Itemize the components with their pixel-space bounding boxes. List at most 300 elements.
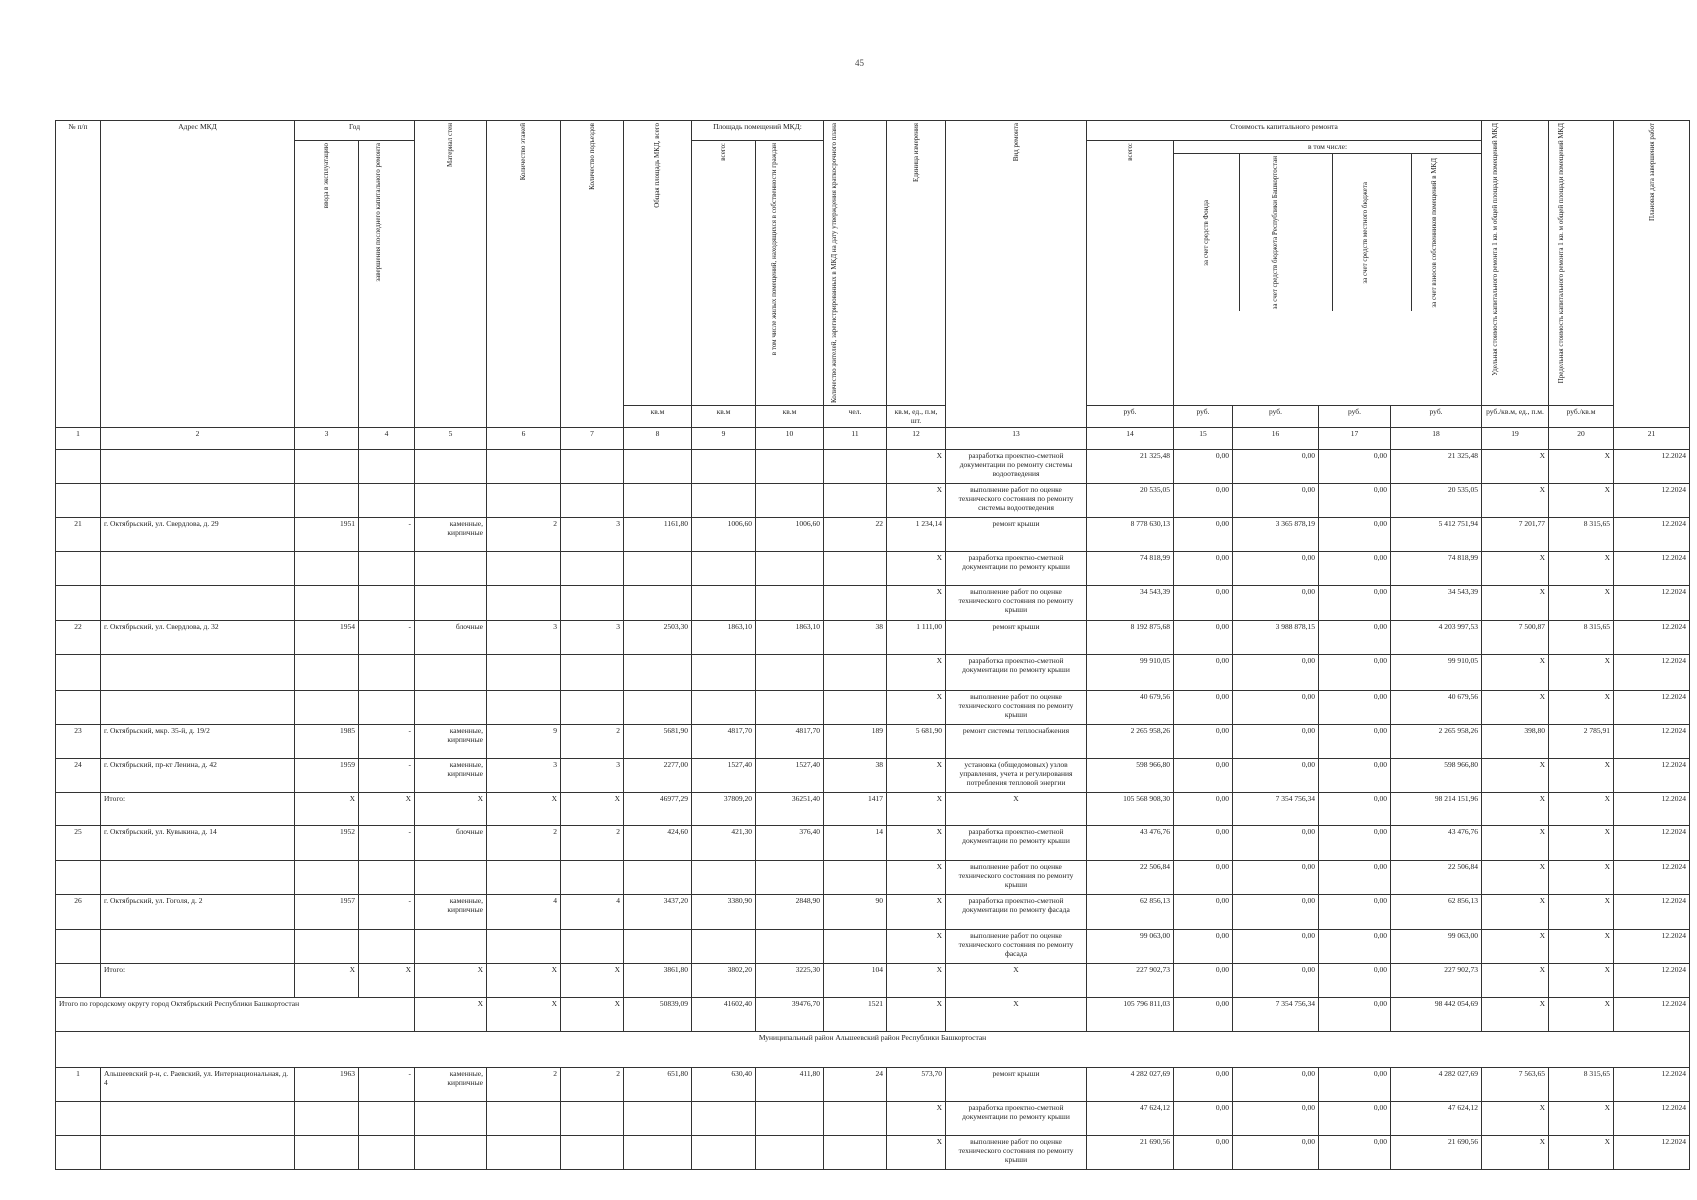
plan-date-cell: 12.2024 bbox=[1614, 964, 1690, 998]
okrug-premises-total-cell: 41602,40 bbox=[692, 998, 756, 1032]
column-number-cell: 20 bbox=[1549, 428, 1614, 450]
total-area-cell: 5681,90 bbox=[624, 725, 692, 759]
address-cell bbox=[101, 861, 295, 895]
plan-date-cell: 12.2024 bbox=[1614, 518, 1690, 552]
premises-total-cell: 630,40 bbox=[692, 1068, 756, 1102]
okrug-plan-date-cell: 12.2024 bbox=[1614, 998, 1690, 1032]
unit-quantity-cell: X bbox=[887, 1136, 946, 1170]
header-premises-total: всего: bbox=[692, 141, 756, 406]
work-type-cell: разработка проектно-сметной документации по ремонту крыши bbox=[946, 552, 1087, 586]
cost-fund-cell: 0,00 bbox=[1174, 655, 1233, 691]
entrances-cell bbox=[561, 1102, 624, 1136]
limit-cost-cell: X bbox=[1549, 586, 1614, 621]
okrug-cost-owners-cell: 98 442 054,69 bbox=[1391, 998, 1482, 1032]
unit-cost-cell: X bbox=[1482, 1102, 1549, 1136]
unit-cost-cell: X bbox=[1482, 895, 1549, 930]
entrances-cell bbox=[561, 586, 624, 621]
header-year: Год bbox=[295, 121, 415, 141]
unit-total-area: кв.м bbox=[624, 406, 692, 428]
residents-cell: 104 bbox=[824, 964, 887, 998]
premises-total-cell bbox=[692, 552, 756, 586]
cost-total-cell: 8 192 875,68 bbox=[1087, 621, 1174, 655]
unit-cost-fund: руб. bbox=[1174, 406, 1233, 428]
cost-fund-cell: 0,00 bbox=[1174, 793, 1233, 826]
year-last-repair-cell: - bbox=[359, 895, 415, 930]
unit-measure: кв.м, ед., п.м, шт. bbox=[887, 406, 946, 428]
row-number-cell: 22 bbox=[56, 621, 101, 655]
total-area-cell bbox=[624, 586, 692, 621]
limit-cost-cell: X bbox=[1549, 1102, 1614, 1136]
premises-total-cell bbox=[692, 450, 756, 484]
row-number-cell bbox=[56, 655, 101, 691]
work-type-cell: X bbox=[946, 793, 1087, 826]
year-last-repair-cell: - bbox=[359, 826, 415, 861]
cost-total-cell: 8 778 630,13 bbox=[1087, 518, 1174, 552]
entrances-cell bbox=[561, 484, 624, 518]
work-type-cell: X bbox=[946, 964, 1087, 998]
premises-total-cell bbox=[692, 861, 756, 895]
year-commission-cell bbox=[295, 450, 359, 484]
floors-cell bbox=[487, 1136, 561, 1170]
cost-rb-cell: 0,00 bbox=[1233, 725, 1319, 759]
entrances-cell bbox=[561, 552, 624, 586]
entrances-cell bbox=[561, 691, 624, 725]
cost-local-cell: 0,00 bbox=[1319, 861, 1391, 895]
limit-cost-cell: X bbox=[1549, 793, 1614, 826]
row-number-cell: 23 bbox=[56, 725, 101, 759]
limit-cost-cell: X bbox=[1549, 895, 1614, 930]
column-number-cell: 19 bbox=[1482, 428, 1549, 450]
cost-owners-cell: 227 902,73 bbox=[1391, 964, 1482, 998]
table-row bbox=[56, 861, 1690, 895]
wall-material-cell: X bbox=[415, 964, 487, 998]
premises-total-cell: 1527,40 bbox=[692, 759, 756, 793]
cost-local-cell: 0,00 bbox=[1319, 793, 1391, 826]
work-type-cell: разработка проектно-сметной документации по ремонту крыши bbox=[946, 1102, 1087, 1136]
unit-cost-cell: X bbox=[1482, 450, 1549, 484]
year-commission-cell bbox=[295, 655, 359, 691]
address-cell: г. Октябрьский, ул. Свердлова, д. 29 bbox=[101, 518, 295, 552]
floors-cell: 2 bbox=[487, 1068, 561, 1102]
unit-cost-cell: X bbox=[1482, 691, 1549, 725]
unit-cost-rb: руб. bbox=[1233, 406, 1319, 428]
cost-owners-cell: 22 506,84 bbox=[1391, 861, 1482, 895]
cost-total-cell: 105 568 908,30 bbox=[1087, 793, 1174, 826]
limit-cost-cell: X bbox=[1549, 552, 1614, 586]
year-last-repair-cell bbox=[359, 484, 415, 518]
cost-total-cell: 62 856,13 bbox=[1087, 895, 1174, 930]
total-area-cell bbox=[624, 1102, 692, 1136]
cost-local-cell: 0,00 bbox=[1319, 725, 1391, 759]
plan-date-cell: 12.2024 bbox=[1614, 484, 1690, 518]
wall-material-cell: каменные, кирпичные bbox=[415, 518, 487, 552]
capital-repair-table bbox=[55, 120, 1690, 1170]
unit-quantity-cell: 1 111,00 bbox=[887, 621, 946, 655]
unit-unit-cost: руб./кв.м, ед., п.м. bbox=[1482, 406, 1549, 428]
premises-total-cell: 37809,20 bbox=[692, 793, 756, 826]
cost-total-cell: 227 902,73 bbox=[1087, 964, 1174, 998]
okrug-cost-fund-cell: 0,00 bbox=[1174, 998, 1233, 1032]
column-number-cell: 21 bbox=[1614, 428, 1690, 450]
address-cell: г. Октябрьский, пр-кт Ленина, д. 42 bbox=[101, 759, 295, 793]
table-row bbox=[56, 552, 1690, 586]
cost-rb-cell: 0,00 bbox=[1233, 1068, 1319, 1102]
okrug-residents-cell: 1521 bbox=[824, 998, 887, 1032]
column-number-cell: 15 bbox=[1174, 428, 1233, 450]
cost-rb-cell: 7 354 756,34 bbox=[1233, 793, 1319, 826]
year-commission-cell: X bbox=[295, 793, 359, 826]
cost-rb-cell: 0,00 bbox=[1233, 691, 1319, 725]
premises-total-cell bbox=[692, 691, 756, 725]
cost-rb-cell: 3 988 878,15 bbox=[1233, 621, 1319, 655]
entrances-cell: 3 bbox=[561, 621, 624, 655]
residents-cell bbox=[824, 484, 887, 518]
cost-rb-cell: 0,00 bbox=[1233, 826, 1319, 861]
premises-residents-cell: 1006,60 bbox=[756, 518, 824, 552]
premises-residents-cell: 36251,40 bbox=[756, 793, 824, 826]
plan-date-cell: 12.2024 bbox=[1614, 655, 1690, 691]
residents-cell: 24 bbox=[824, 1068, 887, 1102]
total-area-cell bbox=[624, 1136, 692, 1170]
wall-material-cell bbox=[415, 450, 487, 484]
cost-local-cell: 0,00 bbox=[1319, 691, 1391, 725]
cost-local-cell: 0,00 bbox=[1319, 826, 1391, 861]
header-limit-cost: Предельная стоимость капитального ремонта 1 кв. м общей площади помещений МКД bbox=[1549, 121, 1614, 406]
address-cell: Итого: bbox=[101, 964, 295, 998]
header-year-last-repair: завершения последнего капитального ремонта bbox=[359, 141, 415, 428]
unit-cost-cell: X bbox=[1482, 552, 1549, 586]
floors-cell bbox=[487, 1102, 561, 1136]
plan-date-cell: 12.2024 bbox=[1614, 826, 1690, 861]
header-cost: Стоимость капитального ремонта bbox=[1087, 121, 1482, 141]
table-row bbox=[56, 518, 1690, 552]
floors-cell: 4 bbox=[487, 895, 561, 930]
column-number-cell: 10 bbox=[756, 428, 824, 450]
year-last-repair-cell: - bbox=[359, 621, 415, 655]
year-commission-cell: 1985 bbox=[295, 725, 359, 759]
unit-cost-cell: X bbox=[1482, 930, 1549, 964]
cost-owners-cell: 598 966,80 bbox=[1391, 759, 1482, 793]
limit-cost-cell: X bbox=[1549, 930, 1614, 964]
unit-limit-cost: руб./кв.м bbox=[1549, 406, 1614, 428]
cost-local-cell: 0,00 bbox=[1319, 1136, 1391, 1170]
section-title: Муниципальный район Альшеевский район Республики Башкортостан bbox=[56, 1032, 1690, 1068]
header-residents: Количество жителей, зарегистрированных в МКД на дату утверждения краткосрочного плана bbox=[824, 121, 887, 406]
premises-residents-cell bbox=[756, 484, 824, 518]
residents-cell bbox=[824, 586, 887, 621]
wall-material-cell: блочные bbox=[415, 621, 487, 655]
column-numbers-row bbox=[56, 428, 1690, 450]
wall-material-cell bbox=[415, 861, 487, 895]
cost-fund-cell: 0,00 bbox=[1174, 725, 1233, 759]
premises-residents-cell bbox=[756, 552, 824, 586]
cost-fund-cell: 0,00 bbox=[1174, 621, 1233, 655]
address-cell: г. Октябрьский, ул. Свердлова, д. 32 bbox=[101, 621, 295, 655]
header-cost-total: всего: bbox=[1087, 141, 1174, 406]
header-unit-cost: Удельная стоимость капитального ремонта 1 кв. м общей площади помещений МКД bbox=[1482, 121, 1549, 406]
cost-total-cell: 99 063,00 bbox=[1087, 930, 1174, 964]
cost-fund-cell: 0,00 bbox=[1174, 930, 1233, 964]
premises-residents-cell: 3225,30 bbox=[756, 964, 824, 998]
unit-quantity-cell: X bbox=[887, 793, 946, 826]
floors-cell bbox=[487, 930, 561, 964]
residents-cell bbox=[824, 1102, 887, 1136]
floors-cell: 2 bbox=[487, 518, 561, 552]
total-area-cell: 3437,20 bbox=[624, 895, 692, 930]
unit-cost-cell: X bbox=[1482, 759, 1549, 793]
floors-cell bbox=[487, 484, 561, 518]
cost-owners-cell: 21 325,48 bbox=[1391, 450, 1482, 484]
year-last-repair-cell: - bbox=[359, 518, 415, 552]
cost-owners-cell: 74 818,99 bbox=[1391, 552, 1482, 586]
limit-cost-cell: X bbox=[1549, 861, 1614, 895]
premises-total-cell bbox=[692, 655, 756, 691]
header-including-group bbox=[1174, 141, 1482, 406]
cost-fund-cell: 0,00 bbox=[1174, 450, 1233, 484]
year-commission-cell: 1951 bbox=[295, 518, 359, 552]
unit-quantity-cell: X bbox=[887, 655, 946, 691]
cost-local-cell: 0,00 bbox=[1319, 895, 1391, 930]
unit-quantity-cell: X bbox=[887, 826, 946, 861]
floors-cell: 9 bbox=[487, 725, 561, 759]
total-area-cell: 651,80 bbox=[624, 1068, 692, 1102]
residents-cell: 38 bbox=[824, 621, 887, 655]
residents-cell bbox=[824, 552, 887, 586]
premises-residents-cell: 1863,10 bbox=[756, 621, 824, 655]
plan-date-cell: 12.2024 bbox=[1614, 1102, 1690, 1136]
table-row bbox=[56, 586, 1690, 621]
total-area-cell bbox=[624, 861, 692, 895]
cost-rb-cell: 0,00 bbox=[1233, 1136, 1319, 1170]
year-last-repair-cell: - bbox=[359, 759, 415, 793]
limit-cost-cell: X bbox=[1549, 759, 1614, 793]
header-entrances: Количество подъездов bbox=[561, 121, 624, 428]
work-type-cell: выполнение работ по оценке технического состояния по ремонту крыши bbox=[946, 586, 1087, 621]
cost-fund-cell: 0,00 bbox=[1174, 895, 1233, 930]
cost-owners-cell: 43 476,76 bbox=[1391, 826, 1482, 861]
year-last-repair-cell: - bbox=[359, 1068, 415, 1102]
unit-cost-cell: X bbox=[1482, 964, 1549, 998]
year-commission-cell bbox=[295, 552, 359, 586]
entrances-cell bbox=[561, 655, 624, 691]
wall-material-cell bbox=[415, 586, 487, 621]
limit-cost-cell: X bbox=[1549, 691, 1614, 725]
premises-total-cell: 421,30 bbox=[692, 826, 756, 861]
row-number-cell bbox=[56, 552, 101, 586]
address-cell bbox=[101, 484, 295, 518]
okrug-total-area-cell: 50839,09 bbox=[624, 998, 692, 1032]
unit-cost-cell: 7 201,77 bbox=[1482, 518, 1549, 552]
plan-date-cell: 12.2024 bbox=[1614, 450, 1690, 484]
premises-total-cell bbox=[692, 930, 756, 964]
unit-quantity-cell: 5 681,90 bbox=[887, 725, 946, 759]
year-last-repair-cell bbox=[359, 552, 415, 586]
unit-quantity-cell: 573,70 bbox=[887, 1068, 946, 1102]
unit-residents: чел. bbox=[824, 406, 887, 428]
residents-cell bbox=[824, 655, 887, 691]
row-number-cell bbox=[56, 964, 101, 998]
address-cell: Альшеевский р-н, с. Раевский, ул. Интернациональная, д. 4 bbox=[101, 1068, 295, 1102]
unit-cost-cell: X bbox=[1482, 655, 1549, 691]
column-number-cell: 18 bbox=[1391, 428, 1482, 450]
cost-total-cell: 99 910,05 bbox=[1087, 655, 1174, 691]
address-cell bbox=[101, 930, 295, 964]
premises-residents-cell: 1527,40 bbox=[756, 759, 824, 793]
okrug-cost-total-cell: 105 796 811,03 bbox=[1087, 998, 1174, 1032]
unit-cost-local: руб. bbox=[1319, 406, 1391, 428]
year-last-repair-cell bbox=[359, 1102, 415, 1136]
cost-fund-cell: 0,00 bbox=[1174, 1068, 1233, 1102]
year-commission-cell: 1959 bbox=[295, 759, 359, 793]
residents-cell: 90 bbox=[824, 895, 887, 930]
cost-total-cell: 2 265 958,26 bbox=[1087, 725, 1174, 759]
residents-cell: 22 bbox=[824, 518, 887, 552]
cost-fund-cell: 0,00 bbox=[1174, 759, 1233, 793]
cost-rb-cell: 0,00 bbox=[1233, 895, 1319, 930]
cost-total-cell: 598 966,80 bbox=[1087, 759, 1174, 793]
cost-fund-cell: 0,00 bbox=[1174, 964, 1233, 998]
cost-fund-cell: 0,00 bbox=[1174, 1102, 1233, 1136]
cost-owners-cell: 4 203 997,53 bbox=[1391, 621, 1482, 655]
table-row bbox=[56, 450, 1690, 484]
floors-cell: X bbox=[487, 793, 561, 826]
floors-cell bbox=[487, 691, 561, 725]
wall-material-cell bbox=[415, 552, 487, 586]
premises-residents-cell bbox=[756, 586, 824, 621]
column-number-cell: 1 bbox=[56, 428, 101, 450]
entrances-cell: 4 bbox=[561, 895, 624, 930]
header-premises-area: Площадь помещений МКД: bbox=[692, 121, 824, 141]
entrances-cell: 3 bbox=[561, 518, 624, 552]
premises-residents-cell bbox=[756, 930, 824, 964]
column-number-cell: 2 bbox=[101, 428, 295, 450]
cost-local-cell: 0,00 bbox=[1319, 964, 1391, 998]
cost-rb-cell: 3 365 878,19 bbox=[1233, 518, 1319, 552]
okrug-floors-cell: X bbox=[487, 998, 561, 1032]
floors-cell bbox=[487, 655, 561, 691]
okrug-unit-cost-cell: X bbox=[1482, 998, 1549, 1032]
row-number-cell: 25 bbox=[56, 826, 101, 861]
floors-cell: 3 bbox=[487, 621, 561, 655]
unit-cost-cell: 7 563,65 bbox=[1482, 1068, 1549, 1102]
premises-total-cell: 3802,20 bbox=[692, 964, 756, 998]
header-cost-local: за счет средств местного бюджета bbox=[1333, 154, 1412, 311]
address-cell: г. Октябрьский, мкр. 35-й, д. 19/2 bbox=[101, 725, 295, 759]
address-cell bbox=[101, 552, 295, 586]
cost-total-cell: 43 476,76 bbox=[1087, 826, 1174, 861]
entrances-cell bbox=[561, 861, 624, 895]
address-cell bbox=[101, 1136, 295, 1170]
cost-owners-cell: 20 535,05 bbox=[1391, 484, 1482, 518]
plan-date-cell: 12.2024 bbox=[1614, 895, 1690, 930]
cost-total-cell: 20 535,05 bbox=[1087, 484, 1174, 518]
unit-quantity-cell: X bbox=[887, 930, 946, 964]
entrances-cell: X bbox=[561, 793, 624, 826]
premises-residents-cell: 376,40 bbox=[756, 826, 824, 861]
header-cost-rb: за счет средств бюджета Республики Башкортостан bbox=[1240, 154, 1333, 311]
cost-total-cell: 21 690,56 bbox=[1087, 1136, 1174, 1170]
unit-cost-cell: X bbox=[1482, 826, 1549, 861]
table-row bbox=[56, 759, 1690, 793]
work-type-cell: ремонт крыши bbox=[946, 621, 1087, 655]
cost-total-cell: 74 818,99 bbox=[1087, 552, 1174, 586]
table-row bbox=[56, 621, 1690, 655]
section-title-row bbox=[56, 1032, 1690, 1068]
cost-fund-cell: 0,00 bbox=[1174, 826, 1233, 861]
wall-material-cell bbox=[415, 1102, 487, 1136]
row-number-cell: 21 bbox=[56, 518, 101, 552]
wall-material-cell: каменные, кирпичные bbox=[415, 1068, 487, 1102]
cost-local-cell: 0,00 bbox=[1319, 655, 1391, 691]
floors-cell: X bbox=[487, 964, 561, 998]
work-type-cell: выполнение работ по оценке технического состояния по ремонту крыши bbox=[946, 861, 1087, 895]
column-number-cell: 17 bbox=[1319, 428, 1391, 450]
row-number-cell bbox=[56, 586, 101, 621]
cost-rb-cell: 0,00 bbox=[1233, 655, 1319, 691]
address-cell bbox=[101, 450, 295, 484]
floors-cell: 3 bbox=[487, 759, 561, 793]
row-number-cell bbox=[56, 861, 101, 895]
cost-fund-cell: 0,00 bbox=[1174, 1136, 1233, 1170]
work-type-cell: выполнение работ по оценке технического состояния по ремонту крыши bbox=[946, 691, 1087, 725]
cost-total-cell: 4 282 027,69 bbox=[1087, 1068, 1174, 1102]
entrances-cell: 3 bbox=[561, 759, 624, 793]
premises-total-cell: 4817,70 bbox=[692, 725, 756, 759]
row-number-cell bbox=[56, 691, 101, 725]
work-type-cell: разработка проектно-сметной документации по ремонту крыши bbox=[946, 826, 1087, 861]
column-number-cell: 7 bbox=[561, 428, 624, 450]
header-year-commission: ввода в эксплуатацию bbox=[295, 141, 359, 428]
residents-cell: 38 bbox=[824, 759, 887, 793]
premises-residents-cell bbox=[756, 450, 824, 484]
cost-owners-cell: 21 690,56 bbox=[1391, 1136, 1482, 1170]
cost-local-cell: 0,00 bbox=[1319, 621, 1391, 655]
address-cell: г. Октябрьский, ул. Кувыкина, д. 14 bbox=[101, 826, 295, 861]
header-row-1 bbox=[56, 121, 1690, 141]
year-commission-cell bbox=[295, 691, 359, 725]
header-including: в том числе: bbox=[1174, 141, 1481, 154]
year-commission-cell bbox=[295, 861, 359, 895]
cost-fund-cell: 0,00 bbox=[1174, 586, 1233, 621]
entrances-cell bbox=[561, 450, 624, 484]
cost-rb-cell: 0,00 bbox=[1233, 552, 1319, 586]
cost-fund-cell: 0,00 bbox=[1174, 552, 1233, 586]
premises-residents-cell: 4817,70 bbox=[756, 725, 824, 759]
cost-owners-cell: 40 679,56 bbox=[1391, 691, 1482, 725]
column-number-cell: 8 bbox=[624, 428, 692, 450]
cost-fund-cell: 0,00 bbox=[1174, 484, 1233, 518]
cost-rb-cell: 0,00 bbox=[1233, 450, 1319, 484]
premises-total-cell: 1006,60 bbox=[692, 518, 756, 552]
header-num: № п/п bbox=[56, 121, 101, 428]
table-row bbox=[56, 484, 1690, 518]
residents-cell: 14 bbox=[824, 826, 887, 861]
cost-local-cell: 0,00 bbox=[1319, 1068, 1391, 1102]
limit-cost-cell: X bbox=[1549, 826, 1614, 861]
column-number-cell: 3 bbox=[295, 428, 359, 450]
address-cell bbox=[101, 655, 295, 691]
okrug-limit-cost-cell: X bbox=[1549, 998, 1614, 1032]
cost-total-cell: 22 506,84 bbox=[1087, 861, 1174, 895]
year-commission-cell bbox=[295, 586, 359, 621]
year-last-repair-cell bbox=[359, 1136, 415, 1170]
year-commission-cell bbox=[295, 484, 359, 518]
cost-owners-cell: 5 412 751,94 bbox=[1391, 518, 1482, 552]
plan-date-cell: 12.2024 bbox=[1614, 725, 1690, 759]
unit-cost-cell: 7 500,87 bbox=[1482, 621, 1549, 655]
premises-residents-cell bbox=[756, 861, 824, 895]
year-last-repair-cell: X bbox=[359, 964, 415, 998]
